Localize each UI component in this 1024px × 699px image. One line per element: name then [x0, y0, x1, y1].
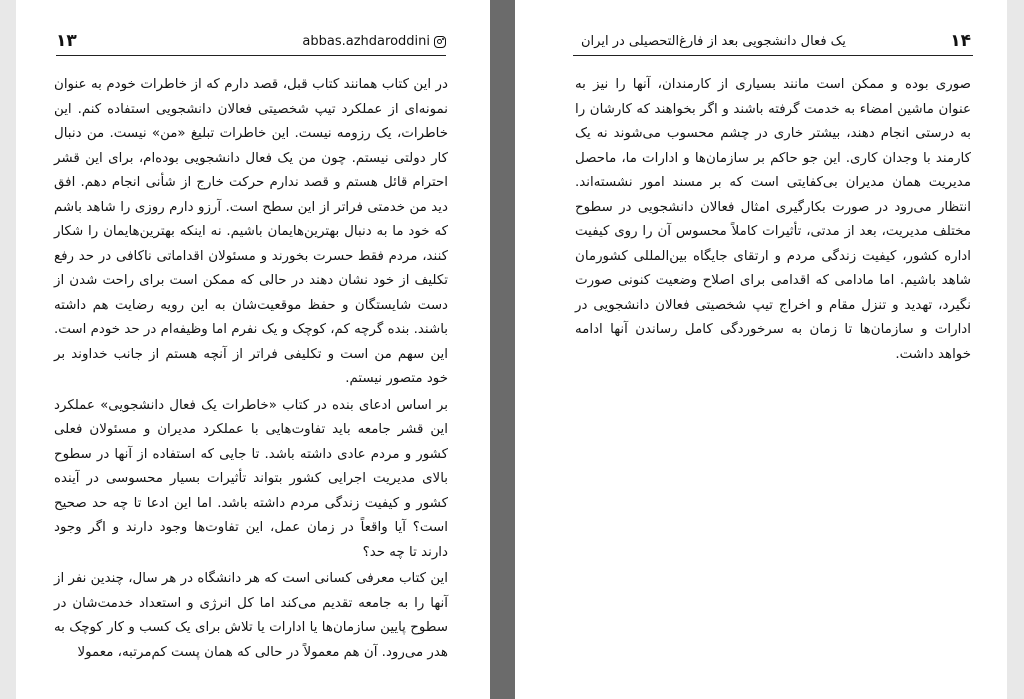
- left-page-header: [56, 30, 446, 56]
- right-page-body: [575, 73, 971, 369]
- right-page-header: [573, 30, 973, 56]
- paragraph: این کتاب معرفی کسانی است که هر دانشگاه در هر سال، چندین نفر از آنها را به جامعه تقدیم می‌کند اما کل انرژی و استعداد خدمت‌شان در سطوح پایین سازمان‌ها یا ادارات یا تلاش برای یک کسب و کار کوچک به هدر می‌رود. آن هم معمولاً در حالی که همان پست کم‌مرتبه، معمولا: [54, 571, 448, 660]
- left-page-number: ۱۳: [56, 31, 77, 51]
- author-handle: [302, 32, 446, 52]
- paragraph: صوری بوده و ممکن است مانند بسیاری از کارمندان، آنها را نیز به عنوان ماشین امضاء به خدمت گرفته باشند و اگر بخواهند که کارشان را به درستی انجام دهند، بیشتر خاری در چشم محسوب می‌شوند نه یک کارمند با وجدان کاری. این جو حاکم بر سازمان‌ها و ادارات ما، ماحصل مدیریت همان مدیران بی‌کفایتی است که بر مسند امور نشسته‌اند. انتظار می‌رود در صورت بکارگیری امثال فعالان دانشجویی در سطوح مختلف مدیریت، بعد از مدتی، تأثیرات کاملاً محسوس آن را روی کیفیت اداره کشور، کیفیت زندگی مردم و ارتقای جایگاه بین‌المللی کشورمان شاهد باشیم. اما مادامی که اقدامی برای اصلاح وضعیت کنونی صورت نگیرد، تهدید و تنزل مقام و اخراج تیپ شخصیتی فعالان دانشجویی در ادارات و سازمان‌ها تا زمان به سرخوردگی کامل رساندن آنها ادامه خواهد داشت.: [575, 77, 971, 362]
- instagram-icon: [434, 36, 446, 48]
- paragraph: در این کتاب همانند کتاب قبل، قصد دارم که از خاطرات خودم به عنوان نمونه‌ای از عملکرد تیپ شخصیتی فعالان دانشجویی استفاده کنم. این خاطرات، یک رزومه نیست. این خاطرات تبلیغ «من» نیست. من دنبال کار دولتی نیستم. چون من یک فعال دانشجویی بوده‌ام، برای این قشر احترام قائل هستم و قصد ندارم حرکت خارج از شأنی انجام دهم. افق دید من خدمتی فراتر از این سطح است. آرزو دارم روزی را شاهد باشم که خود ما به دنبال بهترین‌هایمان باشیم. نه اینکه بهترین‌هایمان را شکار کنند، مردم فقط حسرت بخورند و مسئولان اقداماتی ناکافی در حد رفع تکلیف از خود نشان دهند در حالی که ممکن است برای راحت شدن از دست شایستگان و حفظ موقعیت‌شان به این رویه رضایت هم داشته باشند. بنده گرچه کم، کوچک و یک نفرم اما وظیفه‌ام در حد خودم است. این سهم من است و تکلیفی فراتر از آنچه هستم از جانب خداوند بر خود متصور نیستم.: [54, 77, 448, 386]
- right-page-number: ۱۴: [950, 31, 971, 51]
- paragraph: بر اساس ادعای بنده در کتاب «خاطرات یک فعال دانشجویی» عملکرد این قشر جامعه باید تفاوت‌هایی با عملکرد مدیران و مسئولان فعلی کشور و مردم عادی داشته باشد. تا جایی که استفاده از آنها در سطوح بالای مدیریت اجرایی کشور بتواند تأثیرات بسیار محسوسی در آینده کشور و کیفیت زندگی مردم داشته باشد. اما این ادعا تا چه حد صحیح است؟ آیا واقعاً در زمان عمل، این تفاوت‌ها وجود دارند و اگر وجود دارند تا چه حد؟: [54, 397, 448, 560]
- left-page-body: [54, 73, 448, 667]
- running-title: یک فعال دانشجویی بعد از فارغ‌التحصیلی در ایران: [581, 34, 846, 49]
- author-handle-text: abbas.azhdaroddini: [302, 34, 430, 49]
- left-page: [16, 0, 490, 699]
- book-spine: [490, 0, 515, 699]
- right-page: [515, 0, 1007, 699]
